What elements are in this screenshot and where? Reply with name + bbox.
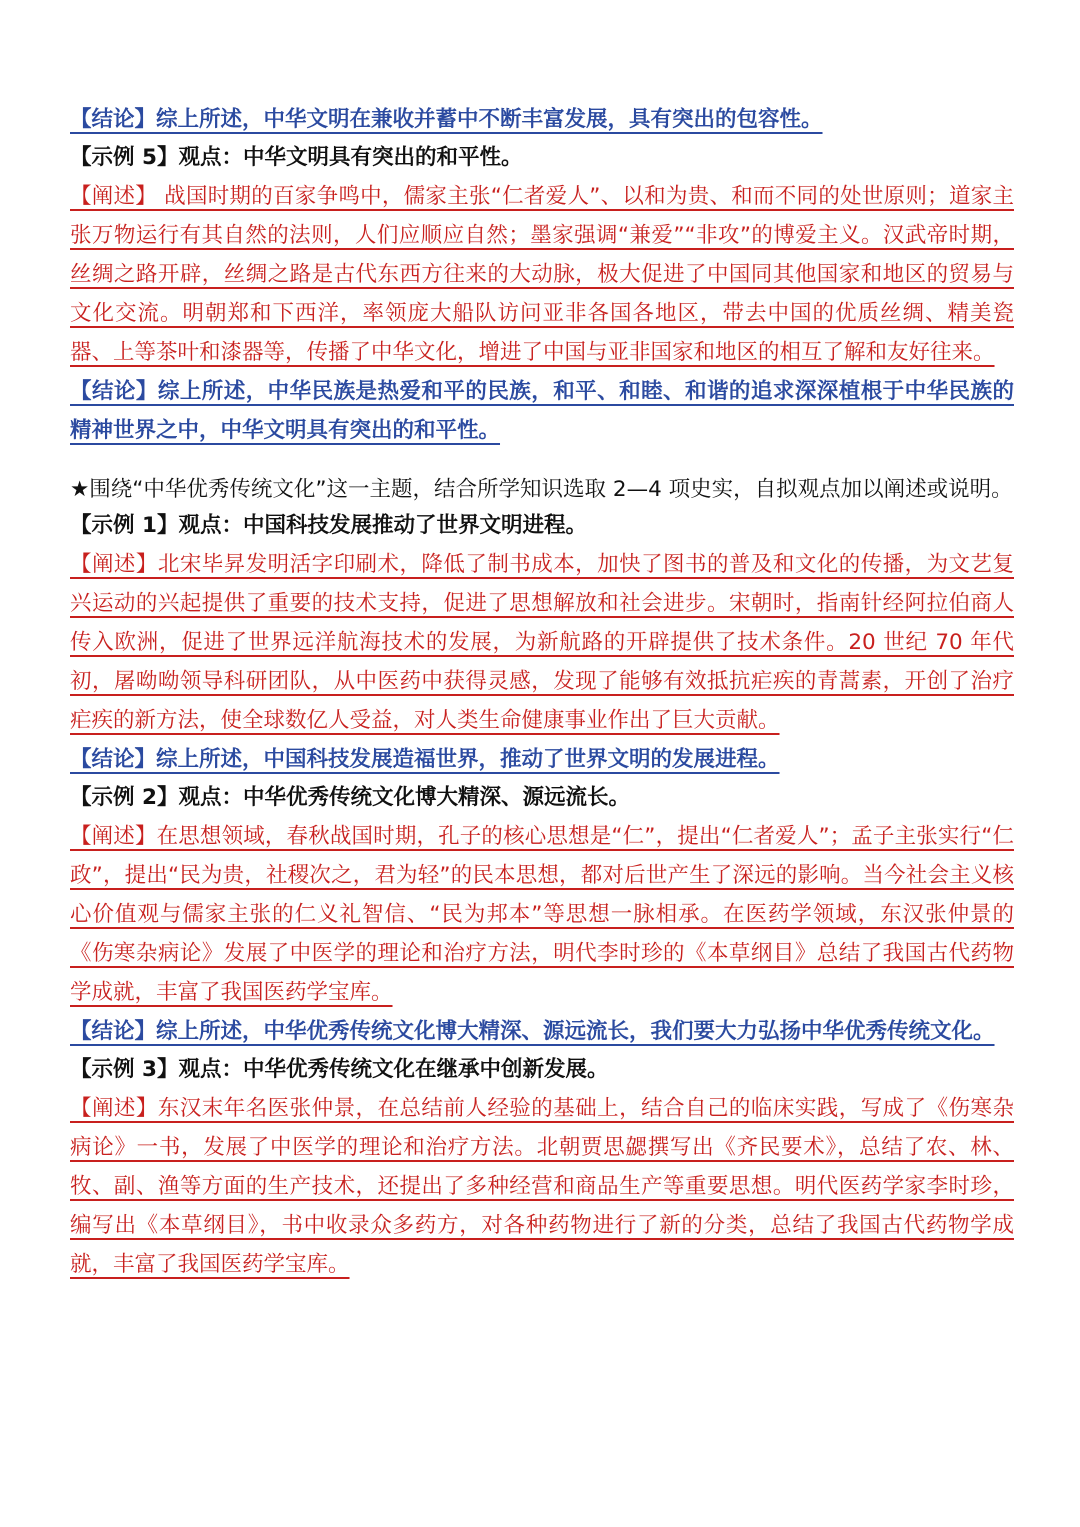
example-heading: 【示例 2】观点：中华优秀传统文化博大精深、源远流长。 — [70, 785, 630, 810]
explanation-paragraph: 【阐述】北宋毕昇发明活字印刷术，降低了制书成本，加快了图书的普及和文化的传播，为文艺复兴运动的兴起提供了重要的技术支持，促进了思想解放和社会进步。宋朝时，指南针经阿拉伯商人传入欧洲，促进了世界远洋航海技术的发展，为新航路的开辟提供了技术条件。20 世纪 70 年代初，屠呦呦领导科研团队，从中医药中获得灵感，发现了能够有效抵抗疟疾的青蒿素，开创了治疗疟疾的新方法，使全球数亿人受益，对人类生命健康事业作出了巨大贡献。 — [70, 552, 1014, 733]
conclusion-paragraph: 【结论】综上所述，中华优秀传统文化博大精深、源远流长，我们要大力弘扬中华优秀传统文化。 — [70, 1019, 995, 1044]
conclusion-paragraph: 【结论】综上所述，中华民族是热爱和平的民族，和平、和睦、和谐的追求深深植根于中华民族的精神世界之中，中华文明具有突出的和平性。 — [70, 379, 1014, 443]
conclusion-paragraph: 【结论】综上所述，中国科技发展造福世界，推动了世界文明的发展进程。 — [70, 747, 780, 772]
example-heading: 【示例 3】观点：中华优秀传统文化在继承中创新发展。 — [70, 1057, 609, 1082]
example-heading: 【示例 5】观点：中华文明具有突出的和平性。 — [70, 145, 523, 170]
explanation-paragraph: 【阐述】在思想领域，春秋战国时期，孔子的核心思想是“仁”，提出“仁者爱人”；孟子主张实行“仁政”，提出“民为贵，社稷次之，君为轻”的民本思想，都对后世产生了深远的影响。当今社会主义核心价值观与儒家主张的仁义礼智信、“民为邦本”等思想一脉相承。在医药学领域，东汉张仲景的《伤寒杂病论》发展了中医学的理论和治疗方法，明代李时珍的《本草纲目》总结了我国古代药物学成就，丰富了我国医药学宝库。 — [70, 824, 1014, 1005]
conclusion-paragraph: 【结论】综上所述，中华文明在兼收并蓄中不断丰富发展，具有突出的包容性。 — [70, 107, 823, 132]
explanation-paragraph: 【阐述】东汉末年名医张仲景，在总结前人经验的基础上，结合自己的临床实践，写成了《伤寒杂病论》一书，发展了中医学的理论和治疗方法。北朝贾思勰撰写出《齐民要术》，总结了农、林、牧、副、渔等方面的生产技术，还提出了多种经营和商品生产等重要思想。明代医药学家李时珍，编写出《本草纲目》，书中收录众多药方，对各种药物进行了新的分类，总结了我国古代药物学成就，丰富了我国医药学宝库。 — [70, 1096, 1014, 1277]
explanation-paragraph: 【阐述】 战国时期的百家争鸣中，儒家主张“仁者爱人”、以和为贵、和而不同的处世原则；道家主张万物运行有其自然的法则，人们应顺应自然；墨家强调“兼爱”“非攻”的博爱主义。汉武帝时期，丝绸之路开辟，丝绸之路是古代东西方往来的大动脉，极大促进了中国同其他国家和地区的贸易与文化交流。明朝郑和下西洋，率领庞大船队访问亚非各国各地区，带去中国的优质丝绸、精美瓷器、上等茶叶和漆器等，传播了中华文化，增进了中国与亚非国家和地区的相互了解和友好往来。 — [70, 184, 1014, 365]
document-page — [70, 100, 1014, 1284]
task-instruction: ★围绕“中华优秀传统文化”这一主题，结合所学知识选取 2—4 项史实，自拟观点加以阐述或说明。 — [70, 477, 1013, 502]
example-heading: 【示例 1】观点：中国科技发展推动了世界文明进程。 — [70, 513, 587, 538]
